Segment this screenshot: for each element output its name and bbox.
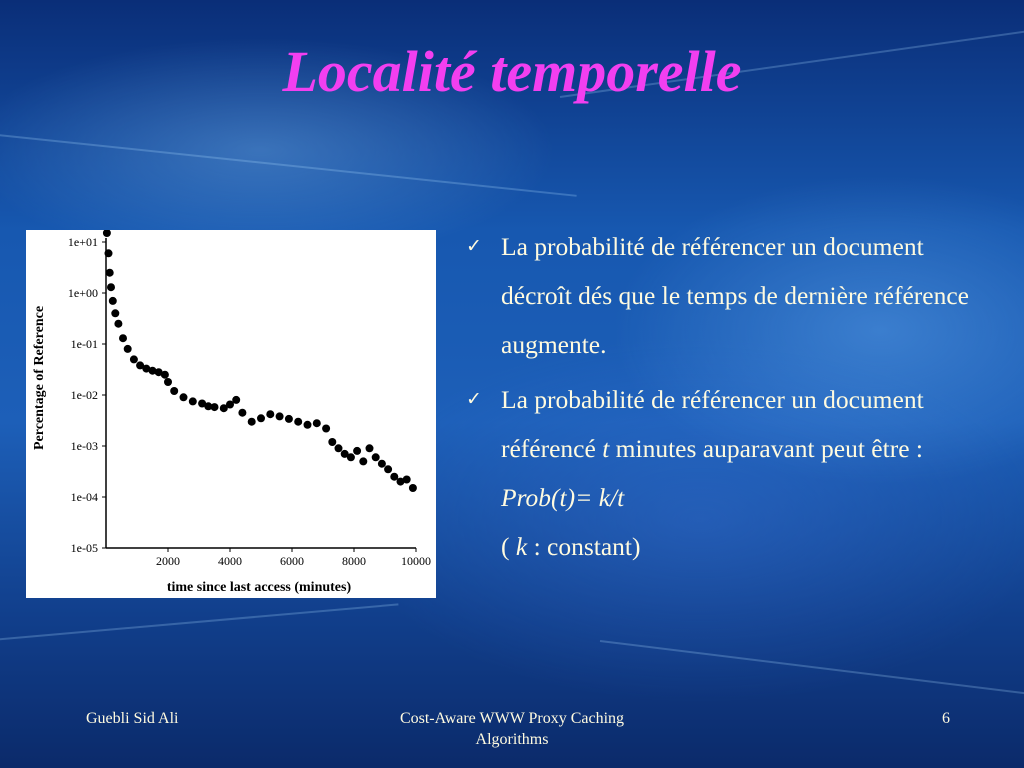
- x-ticks: [156, 548, 431, 568]
- bullet-item-1: [466, 222, 986, 369]
- data-point: [378, 460, 386, 468]
- data-point: [353, 447, 361, 455]
- data-point: [366, 444, 374, 452]
- bullet-list: [466, 222, 986, 577]
- bullet-2-formula: Prob(t)= k/t: [501, 483, 625, 512]
- data-point: [114, 320, 122, 328]
- x-tick-label: 2000: [156, 554, 180, 568]
- footer-title-line1: Cost-Aware WWW Proxy Caching: [399, 710, 625, 727]
- data-point: [266, 410, 274, 418]
- y-tick-label: 1e-03: [70, 439, 98, 453]
- bullet-2-text-d: : constant): [527, 532, 641, 561]
- page-number: 6: [942, 710, 950, 727]
- data-point: [248, 418, 256, 426]
- data-point: [257, 414, 265, 422]
- data-point: [106, 269, 114, 277]
- x-tick-label: 6000: [280, 554, 304, 568]
- y-tick-label: 1e-04: [70, 490, 98, 504]
- y-ticks: [68, 235, 106, 555]
- check-icon: ✓: [466, 235, 482, 257]
- y-tick-label: 1e+01: [67, 235, 98, 249]
- data-point: [328, 438, 336, 446]
- bullet-2-var-k: k: [515, 532, 528, 561]
- data-point: [103, 230, 111, 237]
- y-tick-label: 1e-02: [70, 388, 98, 402]
- data-point: [130, 355, 138, 363]
- footer-author: Guebli Sid Ali: [86, 710, 179, 727]
- data-point: [403, 476, 411, 484]
- data-point: [409, 484, 417, 492]
- footer-title-line2: Algorithms: [475, 731, 549, 748]
- y-tick-label: 1e-01: [70, 337, 98, 351]
- data-point: [161, 371, 169, 379]
- bullet-1-text: La probabilité de référencer un document décroît dés que le temps de dernière référence augmente.: [501, 232, 969, 359]
- data-point: [232, 396, 240, 404]
- data-point: [180, 393, 188, 401]
- data-point: [372, 453, 380, 461]
- data-point: [347, 453, 355, 461]
- data-point: [189, 397, 197, 405]
- data-point: [294, 418, 302, 426]
- data-point: [164, 378, 172, 386]
- data-point: [109, 297, 117, 305]
- bullet-2-text-a: La probabilité de référencer un document référencé: [501, 385, 924, 463]
- data-point: [313, 419, 321, 427]
- data-point: [285, 415, 293, 423]
- data-point: [359, 457, 367, 465]
- data-point: [322, 425, 330, 433]
- y-tick-label: 1e-05: [70, 541, 98, 555]
- chart-panel: [26, 230, 436, 598]
- bullet-item-2: [466, 375, 986, 571]
- x-tick-label: 10000: [401, 554, 431, 568]
- check-icon: ✓: [466, 388, 482, 410]
- x-tick-label: 4000: [218, 554, 242, 568]
- slide-title: Localité temporelle: [282, 39, 742, 104]
- bullet-2-var-t: t: [602, 434, 610, 463]
- data-point: [119, 334, 127, 342]
- bullet-2-text-b: minutes auparavant peut être :: [609, 434, 923, 463]
- data-point: [124, 345, 132, 353]
- y-axis-label: Percentage of Reference: [32, 305, 47, 451]
- data-point: [304, 421, 312, 429]
- chart-points: [103, 230, 417, 492]
- scatter-chart: [26, 230, 436, 598]
- y-tick-label: 1e+00: [67, 286, 98, 300]
- footer-title: [362, 708, 662, 750]
- data-point: [107, 283, 115, 291]
- data-point: [211, 403, 219, 411]
- x-axis-label: time since last access (minutes): [166, 580, 352, 595]
- data-point: [335, 444, 343, 452]
- data-point: [238, 409, 246, 417]
- data-point: [111, 309, 119, 317]
- x-tick-label: 8000: [342, 554, 366, 568]
- data-point: [276, 412, 284, 420]
- data-point: [384, 465, 392, 473]
- bullet-2-text-c: (: [501, 532, 516, 561]
- data-point: [170, 387, 178, 395]
